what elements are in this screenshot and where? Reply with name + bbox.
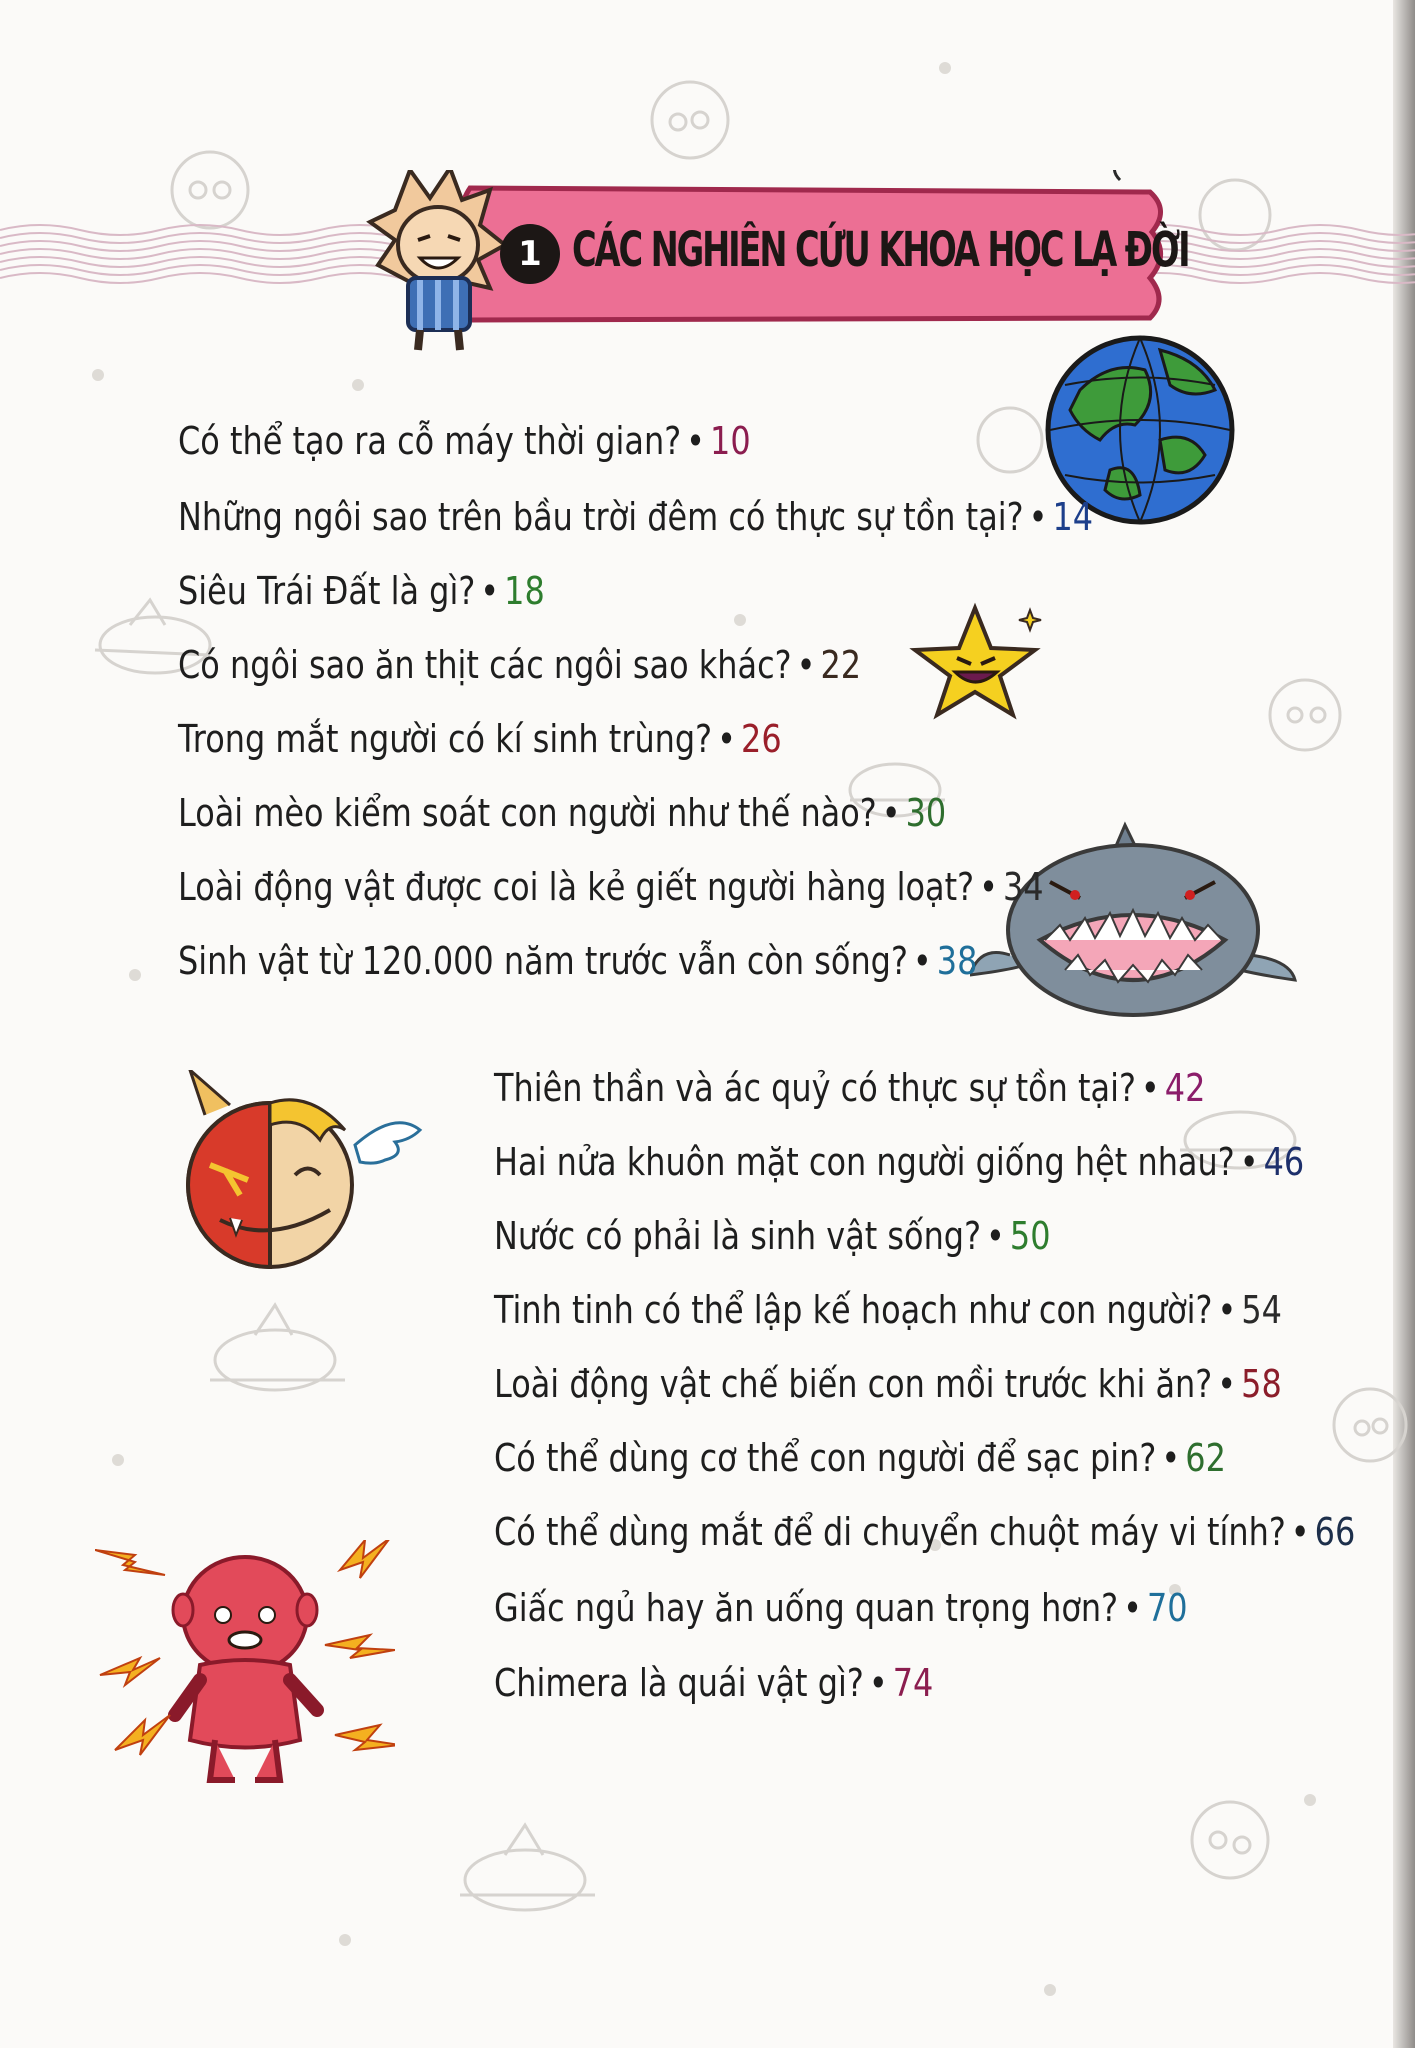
entry-page-number: 26 (741, 717, 782, 761)
entry-separator: • (1290, 1510, 1310, 1554)
entry-separator: • (1123, 1586, 1142, 1630)
entry-title: Có thể tạo ra cỗ máy thời gian? (178, 419, 682, 463)
shark-illustration (970, 820, 1300, 1020)
entry-separator: • (1217, 1362, 1237, 1406)
toc-entry[interactable] (178, 642, 861, 688)
entry-title: Nước có phải là sinh vật sống? (494, 1214, 982, 1258)
chapter-title: CÁC NGHIÊN CỨU KHOA HỌC LẠ ĐỜI (572, 222, 1189, 278)
entry-page-number: 46 (1263, 1140, 1305, 1184)
toc-entry[interactable] (494, 1287, 1282, 1333)
entry-separator: • (1140, 1066, 1160, 1110)
entry-title: Giấc ngủ hay ăn uống quan trọng hơn? (494, 1586, 1119, 1630)
entry-page-number: 66 (1314, 1510, 1356, 1554)
toc-entry[interactable] (494, 1361, 1282, 1407)
entry-page-number: 18 (504, 569, 545, 613)
angel-devil-face-illustration (170, 1070, 430, 1270)
entry-separator: • (686, 419, 706, 463)
entry-page-number: 30 (905, 791, 947, 835)
toc-entry[interactable] (178, 418, 751, 464)
entry-title: Trong mắt người có kí sinh trùng? (178, 717, 713, 761)
entry-separator: • (480, 569, 500, 613)
toc-entry[interactable] (178, 864, 1044, 910)
entry-separator: • (979, 865, 998, 909)
entry-separator: • (912, 939, 932, 983)
toc-entry[interactable] (494, 1435, 1226, 1481)
entry-title: Siêu Trái Đất là gì? (178, 569, 476, 613)
entry-separator: • (1161, 1436, 1181, 1480)
entry-page-number: 70 (1146, 1586, 1188, 1630)
toc-entry[interactable] (178, 494, 1093, 540)
entry-page-number: 74 (892, 1661, 934, 1705)
chapter-number-badge: 1 (500, 224, 560, 284)
entry-separator: • (1028, 495, 1048, 539)
entry-separator: • (796, 643, 816, 687)
entry-separator: • (986, 1214, 1005, 1258)
toc-entry[interactable] (178, 790, 946, 836)
toc-entry[interactable] (494, 1139, 1304, 1185)
electric-creature-illustration (95, 1540, 395, 1800)
toc-entry[interactable] (178, 568, 545, 614)
entry-title: Thiên thần và ác quỷ có thực sự tồn tại? (494, 1066, 1136, 1110)
entry-title: Có thể dùng cơ thể con người để sạc pin? (494, 1436, 1157, 1480)
entry-separator: • (881, 791, 901, 835)
entry-title: Có ngôi sao ăn thịt các ngôi sao khác? (178, 643, 792, 687)
toc-entry[interactable] (494, 1213, 1051, 1259)
entry-separator: • (1239, 1140, 1259, 1184)
entry-page-number: 50 (1009, 1214, 1051, 1258)
entry-page-number: 54 (1241, 1288, 1282, 1332)
entry-page-number: 62 (1185, 1436, 1226, 1480)
entry-separator: • (868, 1661, 888, 1705)
entry-title: Chimera là quái vật gì? (494, 1661, 864, 1705)
toc-entry[interactable] (494, 1660, 933, 1706)
entry-page-number: 42 (1164, 1066, 1206, 1110)
entry-title: Sinh vật từ 120.000 năm trước vẫn còn sống? (178, 939, 908, 983)
entry-title: Tinh tinh có thể lập kế hoạch như con người? (494, 1288, 1213, 1332)
toc-entry[interactable] (178, 938, 977, 984)
entry-page-number: 14 (1052, 495, 1094, 539)
entry-separator: • (1217, 1288, 1237, 1332)
toc-entry[interactable] (178, 716, 782, 762)
entry-title: Loài động vật chế biến con mồi trước khi ăn? (494, 1362, 1213, 1406)
entry-title: Loài động vật được coi là kẻ giết người hàng loạt? (178, 865, 975, 909)
angry-star-illustration (905, 600, 1045, 720)
entry-page-number: 10 (710, 419, 751, 463)
entry-title: Hai nửa khuôn mặt con người giống hệt nhau? (494, 1140, 1235, 1184)
entry-page-number: 58 (1241, 1362, 1282, 1406)
entry-title: Loài mèo kiểm soát con người như thế nào? (178, 791, 877, 835)
entry-page-number: 22 (820, 643, 862, 687)
entry-page-number: 38 (936, 939, 978, 983)
entry-title: Những ngôi sao trên bầu trời đêm có thực sự tồn tại? (178, 495, 1024, 539)
entry-page-number: 34 (1002, 865, 1044, 909)
entry-separator: • (717, 717, 736, 761)
toc-entry[interactable] (494, 1509, 1355, 1555)
toc-entry[interactable] (494, 1585, 1188, 1631)
entry-title: Có thể dùng mắt để di chuyển chuột máy vi tính? (494, 1510, 1286, 1554)
toc-entry[interactable] (494, 1065, 1205, 1111)
